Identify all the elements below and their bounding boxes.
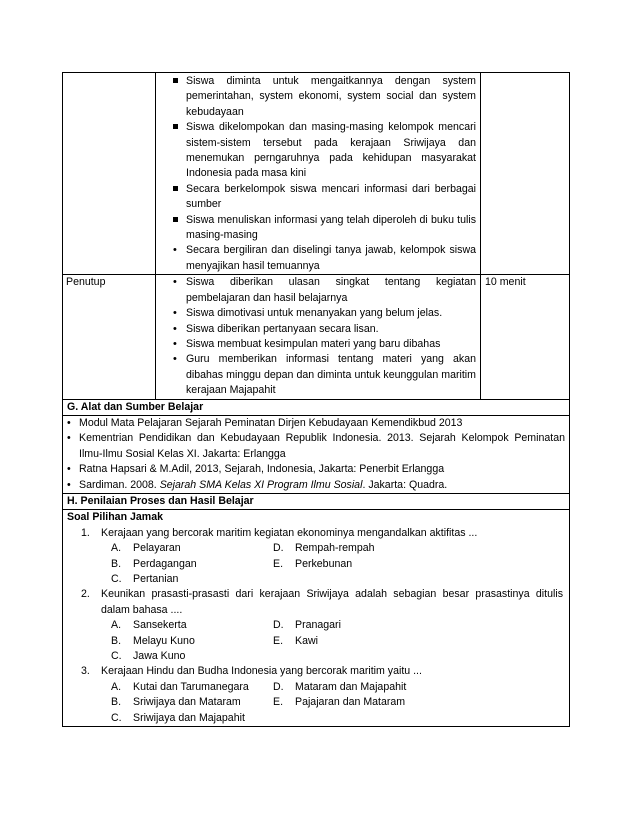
square-bullet-icon [173, 74, 178, 89]
question-1 [67, 526, 565, 541]
dot-bullet-icon: • [67, 432, 71, 445]
dot-bullet-icon [173, 337, 177, 352]
list-item: • Kementrian Pendidikan dan Kebudayaan Republik Indonesia. 2013. Sejarah Kelompok Peminatan Ilmu-Ilmu Sosial Kelas XI. Jakarta: Erlangga [67, 432, 565, 460]
option-a: Pelayaran [133, 542, 181, 555]
option-c: Jawa Kuno [133, 650, 186, 663]
option-c: Pertanian [133, 573, 179, 585]
question-3-options: A. Kutai dan Tarumanegara D. Mataram dan Majapahit B. Sriwijaya dan Mataram E. Pajajaran dan Mataram C. Sriwijaya dan Majapahit [67, 680, 565, 726]
table-row [63, 275, 570, 399]
table-row [63, 399, 570, 415]
question-number: 2. [81, 588, 90, 601]
option-b: Sriwijaya dan Mataram [133, 696, 241, 709]
list-item: • Modul Mata Pelajaran Sejarah Peminatan Dirjen Kebudayaan Kemendikbud 2013 [63, 416, 565, 431]
list-item: Siswa menuliskan informasi yang telah diperoleh di buku tulis masing-masing [170, 213, 476, 244]
option-c: Sriwijaya dan Majapahit [133, 711, 245, 724]
stage-label: Penutup [66, 276, 106, 289]
table-row [63, 73, 570, 275]
list-item: Siswa diminta untuk mengaitkannya dengan system pemerintahan, system ekonomi, system social dan system kebudayaan [170, 74, 476, 120]
list-item: Secara berkelompok siswa mencari informasi dari berbagai sumber [170, 182, 476, 213]
option-d: Rempah-rempah [295, 542, 375, 555]
assessment-cell [63, 510, 570, 727]
dot-bullet-icon: • [67, 478, 71, 491]
square-bullet-icon [173, 182, 178, 197]
question-text: Kerajaan Hindu dan Budha Indonesia yang bercorak maritim yaitu ... [101, 665, 422, 678]
stage-cell-empty [63, 73, 156, 275]
list-item: • Siswa diberikan ulasan singkat tentang kegiatan pembelajaran dan hasil belajarnya [170, 275, 476, 306]
question-number: 3. [81, 665, 90, 678]
list-item: • Siswa diberikan pertanyaan secara lisan. [170, 322, 476, 337]
time-cell-empty [481, 73, 570, 275]
table-row [63, 493, 570, 509]
question-1-options: A. Pelayaran D. Rempah-rempah B. Perdagangan E. Perkebunan C. Pertanian [67, 541, 565, 587]
option-a: Kutai dan Tarumanegara [133, 680, 249, 693]
dot-bullet-icon [173, 306, 177, 321]
dot-bullet-icon [173, 322, 177, 337]
question-text: Kerajaan yang bercorak maritim kegiatan ekonominya mengandalkan aktifitas ... [101, 526, 478, 539]
option-d: Mataram dan Majapahit [295, 680, 407, 693]
list-item: • Siswa membuat kesimpulan materi yang baru dibahas [170, 337, 476, 352]
list-item: • Siswa dimotivasi untuk menanyakan yang belum jelas. [170, 306, 476, 321]
activity-list [156, 74, 480, 274]
option-e: Kawi [295, 634, 318, 647]
stage-cell [63, 275, 156, 399]
question-2-options: A. Sansekerta D. Pranagari B. Melayu Kuno E. Kawi C. Jawa Kuno [67, 618, 565, 664]
dot-bullet-icon [173, 275, 177, 290]
dot-bullet-icon: • [67, 463, 71, 476]
option-b: Perdagangan [133, 557, 197, 570]
activity-cell [156, 73, 481, 275]
time-value: 10 menit [485, 276, 526, 289]
list-item: • Secara bergiliran dan diselingi tanya jawab, kelompok siswa menyajikan hasil temuannya [170, 243, 476, 274]
list-item: • Sardiman. 2008. Sejarah SMA Kelas XI Program Ilmu Sosial. Jakarta: Quadra. [63, 478, 565, 493]
section-h-heading: H. Penilaian Proses dan Hasil Belajar [63, 493, 570, 509]
square-bullet-icon [173, 120, 178, 135]
question-3 [67, 664, 565, 679]
dot-bullet-icon [173, 243, 177, 258]
resources-list [63, 416, 569, 493]
section-g-heading: G. Alat dan Sumber Belajar [63, 399, 570, 415]
activity-cell [156, 275, 481, 399]
option-e: Perkebunan [295, 557, 353, 570]
dot-bullet-icon: • [67, 416, 71, 429]
question-number: 1. [81, 526, 90, 539]
quiz-title: Soal Pilihan Jamak [67, 511, 163, 524]
document-page [62, 72, 564, 727]
dot-bullet-icon [173, 352, 177, 367]
table-row [63, 510, 570, 727]
question-text: Keunikan prasasti-prasasti dari kerajaan Sriwijaya adalah sebagian besar prasastinya ditulis dalam bahasa .... [101, 588, 563, 616]
question-2 [67, 587, 565, 618]
resources-cell [63, 415, 570, 493]
option-e: Pajajaran dan Mataram [295, 696, 406, 709]
closing-activity-list [156, 275, 480, 398]
list-item: Siswa dikelompokan dan masing-masing kelompok mencari sistem-sistem tersebut pada kerajaan Sriwijaya dan menemukan perngaruhnya pada kehidupan masyarakat Indonesia pada masa kini [170, 120, 476, 182]
option-a: Sansekerta [133, 619, 187, 632]
list-item: • Guru memberikan informasi tentang materi yang akan dibahas minggu depan dan diminta untuk keunggulan maritim kerajaan Majapahit [170, 352, 476, 398]
option-b: Melayu Kuno [133, 634, 195, 647]
list-item: • Ratna Hapsari & M.Adil, 2013, Sejarah, Indonesia, Jakarta: Penerbit Erlangga [63, 462, 565, 477]
time-cell [481, 275, 570, 399]
square-bullet-icon [173, 213, 178, 228]
table-row [63, 415, 570, 493]
lesson-plan-table [62, 72, 570, 727]
option-d: Pranagari [295, 619, 341, 632]
